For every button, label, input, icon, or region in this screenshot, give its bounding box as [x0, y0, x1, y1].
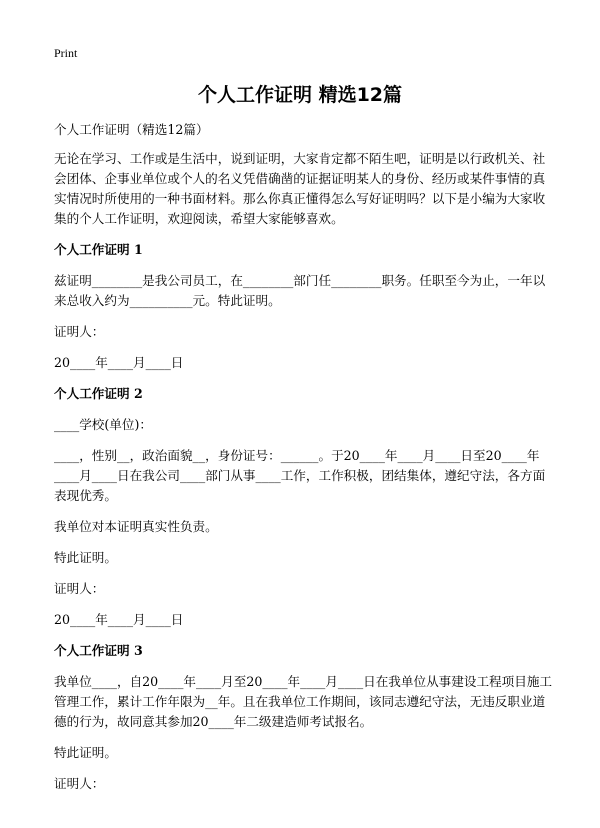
- page-title: 个人工作证明 精选12篇: [197, 84, 403, 106]
- section-paragraph: 证明人：: [54, 324, 105, 339]
- section-1: [54, 240, 554, 373]
- section-paragraph: 兹证明________是我公司员工，在________部门任________职务。任职至今为止，一年以来总收入约为__________元。特此证明。: [54, 273, 546, 308]
- section-paragraph: 20____年____月____日: [54, 612, 184, 627]
- section-paragraph: 特此证明。: [54, 550, 117, 565]
- section-paragraph: 证明人：: [54, 776, 105, 791]
- section-3: [54, 641, 554, 794]
- section-paragraph: ____学校(单位)：: [54, 417, 152, 432]
- intro-paragraph: 无论在学习、工作或是生活中，说到证明，大家肯定都不陌生吧，证明是以行政机关、社会团体、企事业单位或个人的名义凭借确凿的证据证明某人的身份、经历或某件事情的真实情况时所使用的一种书面材料。那么你真正懂得怎么写好证明吗？以下是小编为大家收集的个人工作证明，欢迎阅读，希望大家能够喜欢。: [54, 151, 546, 226]
- document-body: [54, 120, 554, 805]
- section-heading: 个人工作证明 2: [54, 386, 143, 401]
- section-paragraph: 20____年____月____日: [54, 355, 184, 370]
- document-subtitle: 个人工作证明（精选12篇）: [54, 122, 209, 137]
- print-link[interactable]: Print: [54, 46, 78, 60]
- section-paragraph: 我单位对本证明真实性负责。: [54, 519, 218, 534]
- section-heading: 个人工作证明 3: [54, 643, 143, 658]
- section-2: [54, 384, 554, 630]
- section-heading: 个人工作证明 1: [54, 242, 143, 257]
- section-paragraph: 我单位____，自20____年____月至20____年____月____日在我单位从事建设工程项目施工管理工作，累计工作年限为__年。且在我单位工作期间，该同志遵纪守法，无违反职业道德的行为，故同意其参加20____年二级建造师考试报名。: [54, 674, 553, 729]
- section-paragraph: 特此证明。: [54, 745, 117, 760]
- section-paragraph: 证明人：: [54, 581, 105, 596]
- section-paragraph: ____，性别__，政治面貌__，身份证号：______。于20____年____月____日至20____年____月____日在我公司____部门从事____工作，工作积极，团结集体，遵纪守法，各方面表现优秀。: [54, 448, 546, 503]
